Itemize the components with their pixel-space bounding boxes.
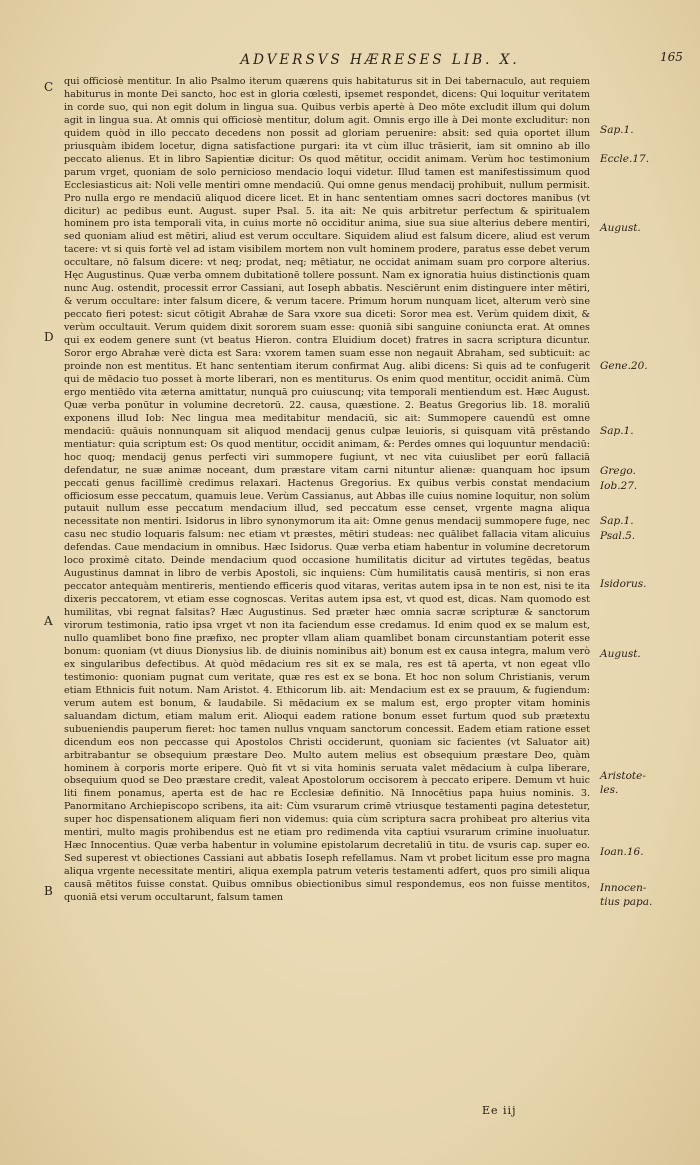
margin-note-psal-5: Psal.5. bbox=[600, 530, 636, 542]
margin-note-sap-1-b: Sap.1. bbox=[600, 425, 634, 437]
running-title: ADVERSVS HÆRESES LIB. X. bbox=[240, 52, 520, 68]
margin-note-eccle-17: Eccle.17. bbox=[600, 153, 650, 165]
margin-note-grego: Grego. bbox=[600, 465, 636, 477]
section-letter-c: C bbox=[44, 80, 54, 94]
margin-note-isidorus: Isidorus. bbox=[600, 578, 647, 590]
margin-note-august-b: August. bbox=[600, 648, 641, 660]
margin-note-ioan-16: Ioan.16. bbox=[600, 846, 644, 858]
signature-mark: Ee iij bbox=[482, 1104, 517, 1117]
margin-note-les: les. bbox=[600, 784, 619, 796]
margin-note-tius-papa: tius papa. bbox=[600, 896, 653, 908]
section-letter-d: D bbox=[44, 330, 54, 344]
section-letter-b: B bbox=[44, 884, 53, 898]
margin-note-aristote: Aristote- bbox=[600, 770, 646, 782]
margin-note-gene-20: Gene.20. bbox=[600, 360, 648, 372]
section-letter-a: A bbox=[44, 614, 53, 628]
page-number: 165 bbox=[660, 50, 683, 64]
body-text: qui officiosè mentitur. In alio Psalmo iterum quærens quis habitaturus sit in Dei tabernaculo, aut requiem habiturus in monte Dei sancto, hoc est in gloria cœlesti, ipsemet respondet, dicens: Qui loquitur veritatem in corde suo, qui non egit dolum in lingua sua. Quibus verbis apertè à Deo mōte excludit illum qui dolum agit in lingua sua. At omnis qui officiosè mentitur, dolum agit. Omnis ergo ille à Dei monte excluditur: non quidem quòd in illo peccato decedens non possit ad gloriam peruenire: absit: sed quia oportet illum priusquàm ibidem locetur, digna satisfactione purgari: ita vt cùm illuc trāsierit, iam sit omnino ab illo peccato alienus. Et in libro Sapientiæ dicitur: Os quod mētitur, occidit animam. Verùm hoc testimonium parum vrget, quoniam de solo pernicioso mendacio loqui videtur. Illud tamen est manifestissimum quod Ecclesiasticus ait: Noli velle mentiri omne mendaciū. Qui omne genus mendacij prohibuit, nullum permisit. Pro nulla ergo re mendaciū aliquod dicere licet. Et in hanc sententiam omnes sacri doctores manibus (vt dicitur) ac pedibus eunt. August. super Psal. 5. ita ait: Ne quis arbitretur perfectum & spiritualem hominem pro ista temporali vita, in cuius morte nō occiditur anima, siue sua siue alterius debere mentiri, sed quoniam aliud est mētiri, aliud est verum occultare. Siquidem aliud est falsum dicere, aliud est verum tacere: vt si quis fortè vel ad istam visibilem mortem non vult hominem prodere, paratus esse debet verum occultare, nō falsum dicere: vt neq; prodat, neq; mētiatur, ne occidat animam suam pro corpore alterius. Hęc Augustinus. Quæ verba omnem dubitationē tollere possunt. Nam ex ignoratia huius distinctionis quam nunc Aug. ostendit, processit error Cassiani, aut Ioseph abbatis. Nesciērunt enim distinguere inter mētiri, & verum occultare: inter falsum dicere, & verum tacere. Primum horum nunquam licet, alterum verò sine peccato fieri potest: sicut cōtigit Abrahæ de Sara vxore sua diceti: Soror mea est. Verùm quidem dixit, & verùm occultauit. Verum quidem dixit sororem suam esse: quoniā sibi sanguine coniuncta erat. At omnes qui ex eodem genere sunt (vt beatus Hieron. contra Eluidium docet) fratres in sacra scriptura dicuntur. Soror ergo Abrahæ verè dicta est Sara: vxorem tamen suam esse non negauit Abraham, sed subticuit: ac proinde non est mentitus. Et hanc sententiam iterum confirmat Aug. alibi dicens: Si quis ad te confugerit qui de mēdacio tuo posset à morte liberari, non es mentiturus. Os enim quod mentitur, occidit animā. Cùm ergo mentiēdo vita æterna amittatur, nunquā pro cuiuscunq; vita temporali mentiendum est. Hæc August. Quæ verba ponūtur in volumine decretorū. 22. causa, quæstione. 2. Beatus Gregorius lib. 18. moraliū exponens illud Iob: Nec lingua mea meditabitur mendaciū, sic ait: Summopere cauendū est omne mendaciū: quāuis nonnunquam sit aliquod mendacij genus culpæ leuioris, si quisquam vitā prēstando mentiatur: quia scriptum est: Os quod mentitur, occidit animam, &: Perdes omnes qui loquuntur mendaciū: hoc quoq; mendacij genus perfecti viri summopere fugiunt, vt nec vita cuiuslibet per eorū fallaciā defendatur, ne suæ animæ noceant, dum præstare vitam carni nituntur alienæ: quanquam hoc ipsum peccati genus facillimè credimus relaxari. Hactenus Gregorius. Ex quibus verbis constat mendacium officiosum esse peccatum, quamuis leue. Verùm Cassianus, aut Abbas ille cuius nomine loquitur, non solùm putauit nullum esse peccatum mendacium illud, sed peccatum esse censet, vrgente magna aliqua necessitate non mentiri. Isidorus in libro synonymorum ita ait: Omne genus mendacij summopere fuge, nec casu nec studio loquaris falsum: nec etiam vt præstes, mētiri studeas: nec quālibet fallacia vitam alicuius defendas. Caue mendacium in omnibus. Hæc Isidorus. Quæ verba etiam habentur in volumine decretorum loco proximè citato. Deinde mendacium quod occasione humilitatis dicitur ad virtutes tegēdas, beatus Augustinus damnat in libro de verbis Apostoli, sic inquiens: Cùm humilitatis causā mentiris, si non eras peccator antequàm mentireris, mentiendo efficeris quod vitaras, veritas autem ipsa in te non est, nisi te ita dixeris peccatorem, vt etiam esse cognoscas. Veritas autem ipsa est, vt quod est, dicas. Nam quomodo est humilitas, vbi regnat falsitas? Hæc Augustinus. Sed præter hæc omnia sacræ scripturæ & sanctorum virorum testimonia, ratio ipsa vrget vt non ita faciendum esse credamus. Id enim quod ex se malum est, nullo quamlibet bono fine præfixo, nec propter vllam aliam quamlibet bonam circunstantiam poterit esse bonum: quoniam (vt diuus Dionysius lib. de diuinis nominibus ait) bonum est ex causa integra, malum verò ex singularibus defectibus. At quòd mēdacium res sit ex se mala, res est tā aperta, vt non egeat vllo testimonio: quoniam pugnat cum veritate, quæ res est ex se bona. Et hoc non solum Christianis, verum etiam Ethnicis fuit notum. Nam Aristot. 4. Ethicorum lib. ait: Mendacium est ex se prauum, & fugiendum: verum autem est bonum, & laudabile. Si mēdacium ex se malum est, ergo propter vitam hominis saluandam dictum, etiam malum erit. Alioqui eadem ratione bonum esset furtum quod sub prætextu subueniendis pauperum fieret: hoc tamen nullus vnquam sanctorum concessit. Eadem etiam ratione esset dicendum eos non peccasse qui Apostolos Christi occiderunt, quoniam sic facientes (vt Saluator ait) arbitrabantur se obsequium præstare Deo. Multo autem melius est obsequium præstare Deo, quàm hominem à corporis morte eripere. Quò fit vt si vita hominis seruata valet mēdacium à culpa liberare, obsequium quod se Deo præstare credit, valeat Apostolorum occisorem à peccato eripere. Demum vt huic liti finem ponamus, aperta est de hac re Ecclesiæ definitio. Nā Innocētius papa huius nominis. 3. Panormitano Archiepiscopo scribens, ita ait: Cùm vsurarum crimē vtriusque testamenti pagina detestetur, super hoc dispensationem aliquam fieri non videmus: quia cùm scriptura sacra prohibeat pro alterius vita mentiri, multo magis prohibendus est ne etiam pro redimenda vita captiui vsurarum crimine inuoluatur. Hæc Innocentius. Quæ verba habentur in volumine epistolarum decretaliū in titu. de vsuris cap. super eo. Sed superest vt obiectiones Cassiani aut abbatis Ioseph refellamus. Nam vt probet licitum esse pro magna aliqua vrgente necessitate mentiri, aliqua exempla patrum veteris testamenti adfert, quos pro simili aliqua causā mētitos fuisse constat. Quibus omnibus obiectionibus simul respondemus, eos non fuisse mentitos, quoniā etsi verum occultarunt, falsum tamen bbox=[64, 76, 590, 904]
margin-note-innocen: Innocen- bbox=[600, 882, 647, 894]
margin-note-iob-27: Iob.27. bbox=[600, 480, 638, 492]
margin-note-sap-1: Sap.1. bbox=[600, 124, 634, 136]
margin-note-sap-1-c: Sap.1. bbox=[600, 515, 634, 527]
margin-note-august: August. bbox=[600, 222, 641, 234]
